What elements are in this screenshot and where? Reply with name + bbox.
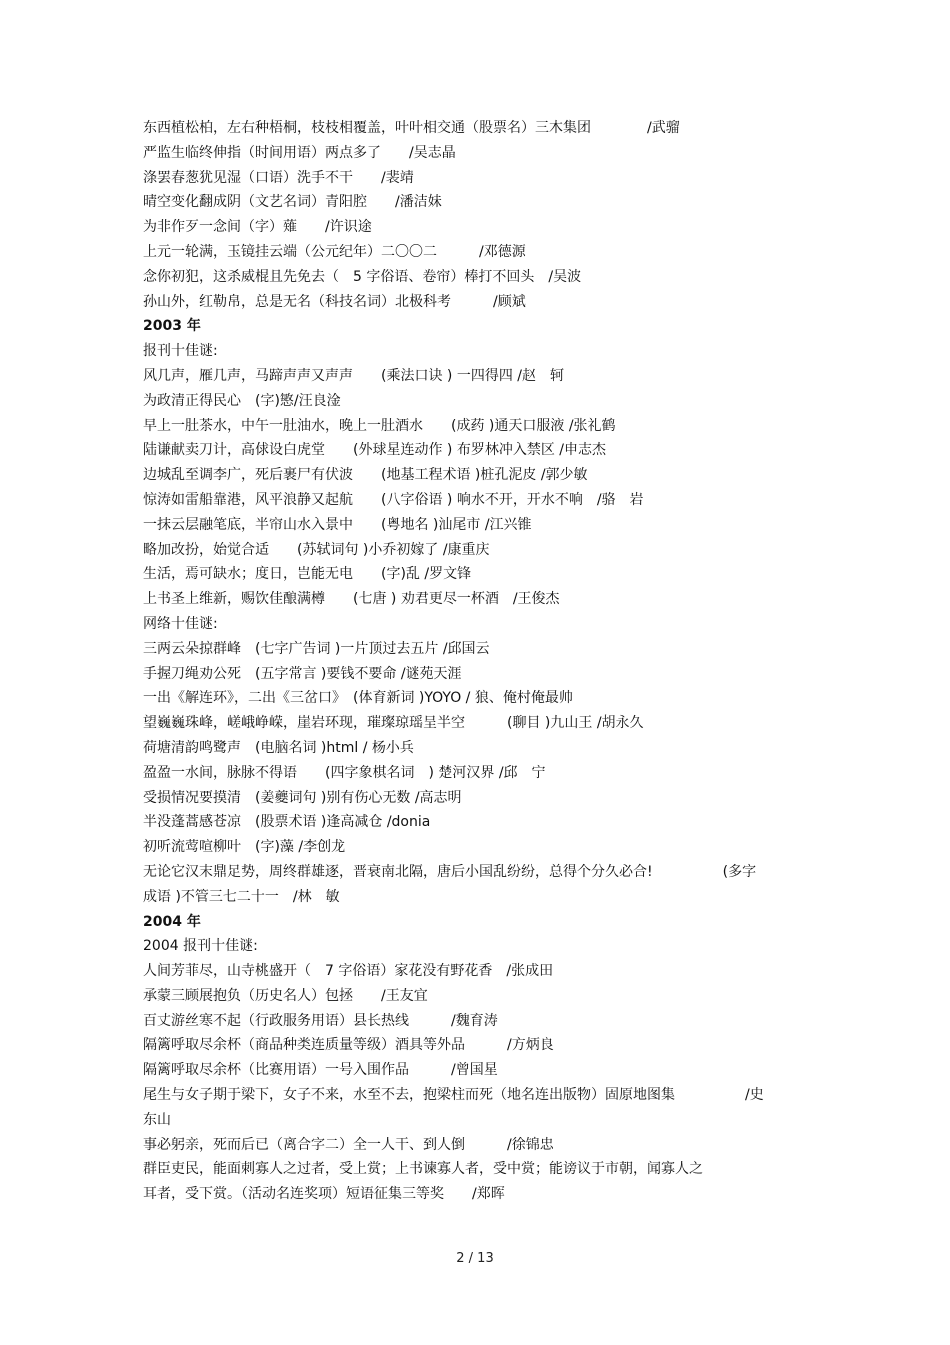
section-title: 报刊十佳谜:	[143, 343, 218, 360]
riddle-line: 一出《解连环》，二出《三岔口》 (体育新词 )YOYO / 狼、俺村俺最帅	[143, 690, 573, 707]
riddle-line: 百丈游丝寒不起（行政服务用语）县长热线 /魏育涛	[143, 1012, 498, 1029]
riddle-line: 手握刀绳劝公死 (五字常言 )要钱不要命 /谜苑天涯	[143, 665, 462, 682]
riddle-line: 涤罢春葱犹见湿（口语）洗手不干 /裴靖	[143, 169, 414, 186]
riddle-line: 为非作歹一念间（字）薙 /许识途	[143, 219, 372, 236]
riddle-line: 群臣吏民，能面刺寡人之过者，受上赏；上书谏寡人者，受中赏；能谤议于市朝，闻寡人之	[143, 1161, 703, 1178]
riddle-line: 受损情况要摸清 (姜夔词句 )别有伤心无数 /高志明	[143, 789, 462, 806]
riddle-line: 上书圣上维新，赐饮佳酿满樽 (七唐 ) 劝君更尽一杯酒 /王俊杰	[143, 591, 560, 608]
riddle-line: 隔篱呼取尽余杯（比赛用语）一号入围作品 /曾国星	[143, 1062, 498, 1079]
riddle-line: 边城乱至调李广，死后裹尸有伏波 (地基工程术语 )桩孔泥皮 /郭少敏	[143, 467, 588, 484]
riddle-line: 念你初犯，这杀威棍且先免去（ 5 字俗语、卷帘）棒打不回头 /吴波	[143, 268, 582, 285]
riddle-line: 上元一轮满，玉镜挂云端（公元纪年）二〇〇二 /邓德源	[143, 243, 526, 260]
riddle-line: 望巍巍珠峰，嵯峨峥嵘，崖岩环现，璀璨琼瑶呈半空 (聊目 )九山王 /胡永久	[143, 715, 644, 732]
riddle-line: 风几声，雁几声，马蹄声声又声声 (乘法口诀 ) 一四得四 /赵 轲	[143, 367, 564, 384]
riddle-line: 严监生临终伸指（时间用语）两点多了 /吴志晶	[143, 144, 456, 161]
section-title: 2004 报刊十佳谜:	[143, 938, 258, 955]
riddle-list	[143, 116, 813, 1207]
riddle-line: 无论它汉末鼎足势，周终群雄逐，晋衰南北隔，唐后小国乱纷纷，总得个分久必合! (多字	[143, 863, 757, 880]
riddle-line: 荷塘清韵鸣鹭声 (电脑名词 )html / 杨小兵	[143, 739, 414, 756]
riddle-line: 盈盈一水间，脉脉不得语 (四字象棋名词 ) 楚河汉界 /邱 宁	[143, 764, 546, 781]
riddle-line: 略加改扮，始觉合适 (苏轼词句 )小乔初嫁了 /康重庆	[143, 541, 490, 558]
riddle-line: 半没蓬蒿感苍凉 (股票术语 )逢高减仓 /donia	[143, 814, 431, 831]
riddle-line: 惊涛如雷船靠港，风平浪静又起航 (八字俗语 ) 响水不开，开水不响 /骆 岩	[143, 491, 644, 508]
year-heading: 2004 年	[143, 913, 201, 930]
year-heading: 2003 年	[143, 318, 201, 335]
riddle-line: 东山	[143, 1111, 171, 1128]
riddle-line: 早上一肚茶水，中午一肚油水，晚上一肚酒水 (成药 )通天口服液 /张礼鹤	[143, 417, 616, 434]
riddle-line: 初听流莺喧柳叶 (字)藻 /李创龙	[143, 839, 346, 856]
riddle-line: 孙山外，红勒帛，总是无名（科技名词）北极科考 /顾斌	[143, 293, 526, 310]
riddle-line: 一抹云层融笔底，半帘山水入景中 (粤地名 )汕尾市 /江兴锥	[143, 516, 532, 533]
riddle-line: 承蒙三顾展抱负（历史名人）包拯 /王友宜	[143, 987, 428, 1004]
section-title: 网络十佳谜:	[143, 615, 218, 632]
riddle-line: 晴空变化翻成阴（文艺名词）青阳腔 /潘洁妹	[143, 194, 442, 211]
riddle-line: 成语 )不管三七二十一 /林 敏	[143, 888, 340, 905]
riddle-line: 陆谦献卖刀计，高俅设白虎堂 (外球星连动作 ) 布罗林冲入禁区 /申志杰	[143, 442, 606, 459]
riddle-line: 耳者，受下赏。（活动名连奖项）短语征集三等奖 /郑晖	[143, 1186, 505, 1203]
riddle-line: 事必躬亲，死而后已（离合字二）全一人干、到人倒 /徐锦忠	[143, 1136, 554, 1153]
riddle-line: 生活，焉可缺水；度日，岂能无电 (字)乱 /罗文锋	[143, 566, 472, 583]
riddle-line: 尾生与女子期于梁下，女子不来，水至不去，抱梁柱而死（地名连出版物）固原地图集 /史	[143, 1087, 764, 1104]
riddle-line: 隔篱呼取尽余杯（商品种类连质量等级）酒具等外品 /方炳良	[143, 1037, 554, 1054]
riddle-line: 人间芳菲尽，山寺桃盛开（ 7 字俗语）家花没有野花香 /张成田	[143, 963, 554, 980]
riddle-line: 三两云朵掠群峰 (七字广告词 )一片顶过去五片 /邱国云	[143, 640, 490, 657]
page-number: 2 / 13	[456, 1251, 494, 1266]
riddle-line: 为政清正得民心 (字)慜/汪良淦	[143, 392, 341, 409]
riddle-line: 东西植松柏，左右种梧桐，枝枝相覆盖，叶叶相交通（股票名）三木集团 /武骝	[143, 120, 680, 136]
